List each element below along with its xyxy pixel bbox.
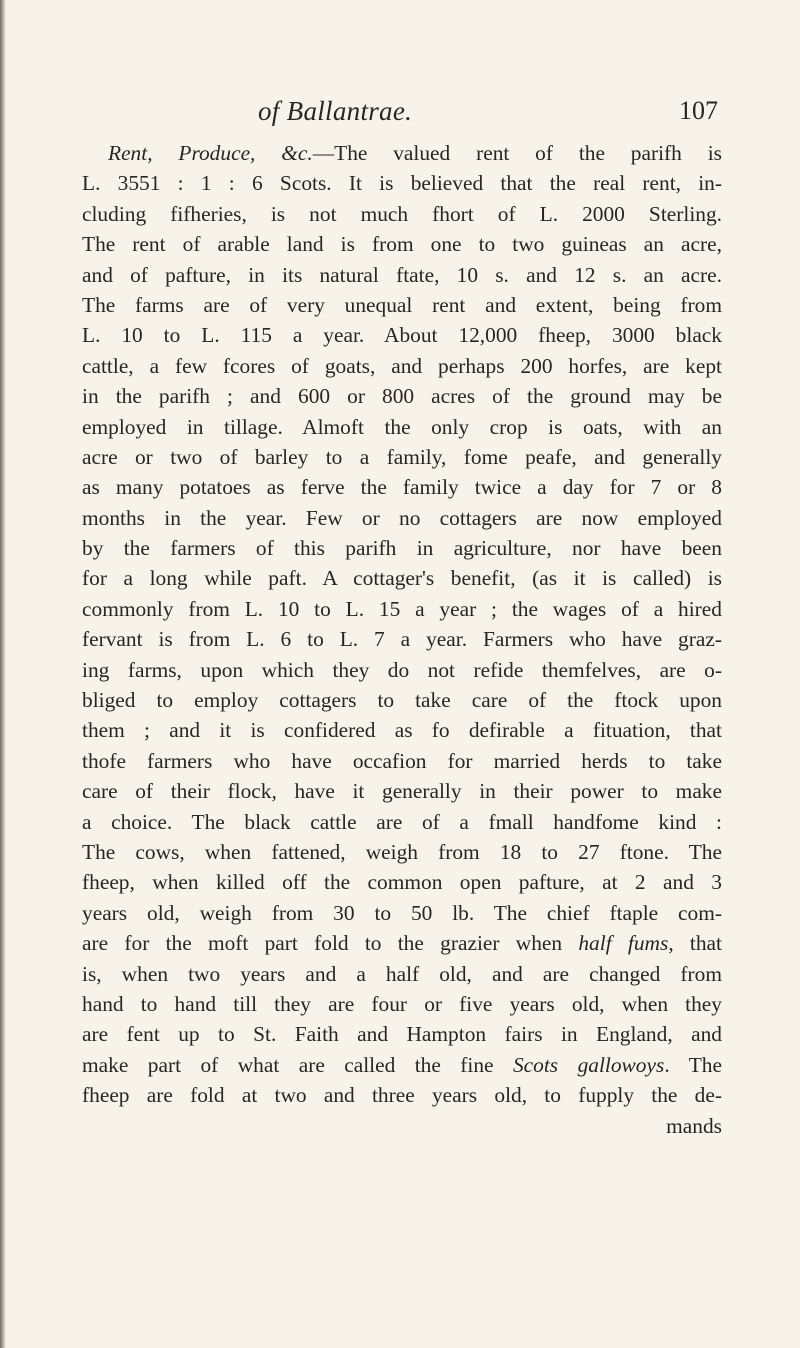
text-line: as many potatoes as ferve the family twice a day for 7 or 8 xyxy=(82,475,722,500)
text-line: cluding fifheries, is not much fhort of L. 2000 Sterling. xyxy=(82,201,722,226)
text-line-29-pre: are for the moft part fold to the grazier when xyxy=(82,931,579,956)
term-half-fums: half fums xyxy=(578,931,669,956)
text-line: L. 10 to L. 115 a year. About 12,000 fheep, 3000 black xyxy=(82,323,722,348)
text-line: years old, weigh from 30 to 50 lb. The chief ftaple com- xyxy=(82,900,722,925)
text-line: thofe farmers who have occafion for married herds to take xyxy=(82,748,722,773)
text-line: The cows, when fattened, weigh from 18 to 27 ftone. The xyxy=(82,839,722,864)
text-line: for a long while paft. A cottager's benefit, (as it is called) is xyxy=(82,566,722,591)
text-line-1-rest: —The valued rent of the parifh is xyxy=(312,141,722,165)
text-line: a choice. The black cattle are of a fmall handfome kind : xyxy=(82,809,722,834)
text-line: is, when two years and a half old, and are changed from xyxy=(82,961,722,986)
text-line: bliged to employ cottagers to take care of the ftock upon xyxy=(82,688,722,713)
term-scots-gallowoys: Scots gallowoys xyxy=(512,1052,665,1077)
page-number: 107 xyxy=(679,96,718,125)
text-line-33-post: . The xyxy=(664,1052,722,1077)
text-line: ing farms, upon which they do not refide themfelves, are o- xyxy=(82,657,722,682)
text-line-33 xyxy=(82,1050,722,1080)
text-line: by the farmers of this parifh in agriculture, nor have been xyxy=(82,536,722,561)
text-line-29 xyxy=(82,928,722,958)
text-line: employed in tillage. Almoft the only crop is oats, with an xyxy=(82,414,722,439)
section-heading-italic: Rent, Produce, &c. xyxy=(108,141,313,165)
body-text xyxy=(82,138,722,1141)
text-line: and of pafture, in its natural ftate, 10 s. and 12 s. an acre. xyxy=(82,262,722,287)
page-header xyxy=(258,96,718,136)
text-line: L. 3551 : 1 : 6 Scots. It is believed that the real rent, in- xyxy=(82,171,722,196)
text-line: them ; and it is confidered as fo defirable a fituation, that xyxy=(82,718,722,743)
text-line: The farms are of very unequal rent and extent, being from xyxy=(82,292,722,317)
text-line: care of their flock, have it generally in their power to make xyxy=(82,779,722,804)
text-line: in the parifh ; and 600 or 800 acres of the ground may be xyxy=(82,384,722,409)
page-binding-edge xyxy=(0,0,6,1348)
text-line: commonly from L. 10 to L. 15 a year ; the wages of a hired xyxy=(82,596,722,621)
text-line: acre or two of barley to a family, fome peafe, and generally xyxy=(82,444,722,469)
text-line: hand to hand till they are four or five years old, when they xyxy=(82,991,722,1016)
text-line-1 xyxy=(82,138,722,168)
text-line: The rent of arable land is from one to two guineas an acre, xyxy=(82,232,722,257)
text-line-33-pre: make part of what are called the fine xyxy=(82,1052,513,1077)
text-line: months in the year. Few or no cottagers are now employed xyxy=(82,505,722,530)
text-line: fervant is from L. 6 to L. 7 a year. Farmers who have graz- xyxy=(82,627,722,652)
text-line: cattle, a few fcores of goats, and perhaps 200 horfes, are kept xyxy=(82,353,722,378)
text-line: fheep are fold at two and three years old, to fupply the de- xyxy=(82,1083,722,1108)
text-line: are fent up to St. Faith and Hampton fairs in England, and xyxy=(82,1022,722,1047)
text-line-29-post: , that xyxy=(668,931,722,956)
catchword: mands xyxy=(666,1113,722,1138)
text-line: fheep, when killed off the common open pafture, at 2 and 3 xyxy=(82,870,722,895)
running-head: of Ballantrae. xyxy=(258,96,413,126)
